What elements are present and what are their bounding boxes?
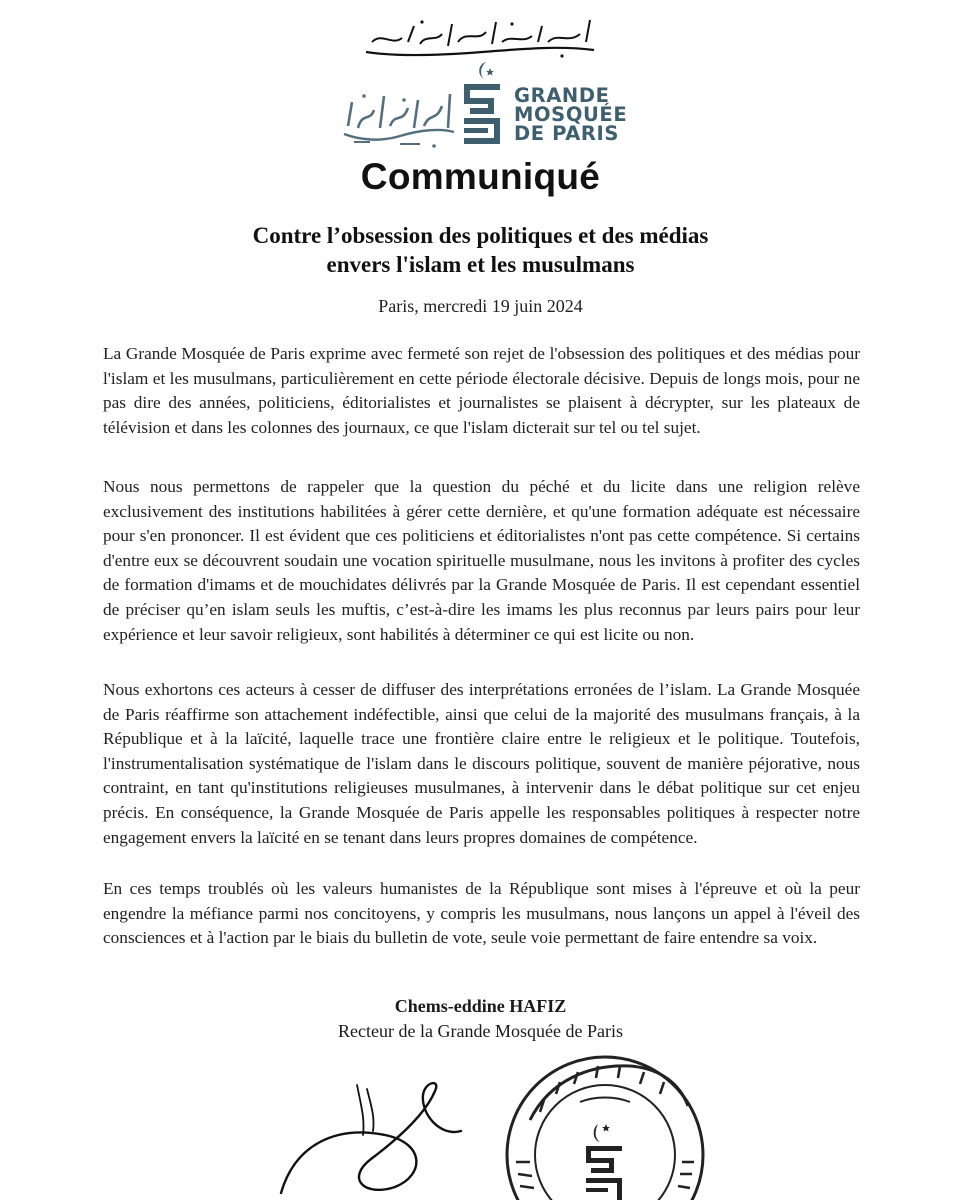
document-title: Communiqué: [360, 156, 601, 197]
document-date: Paris, mercredi 19 juin 2024: [378, 296, 583, 316]
official-stamp: [500, 1050, 710, 1200]
paragraph-1: La Grande Mosquée de Paris exprime avec fermeté son rejet de l'obsession des politiques et des médias pour l'islam et les musulmans, particulièrement en cette période électorale décisive. Depuis de longs mois, pour ne pas dire des années, politiciens, éditorialistes et journalistes se plaisent à décrypter, sur les plateaux de télévision et dans les colonnes des journaux, ce que l'islam dicterait sur tel ou tel sujet.: [103, 344, 860, 437]
subtitle-line-1: Contre l’obsession des politiques et des médias: [252, 223, 709, 248]
grande-mosquee-wordmark: [514, 86, 627, 143]
paragraph-4: En ces temps troublés où les valeurs humanistes de la République sont mises à l'épreuve et où la peur engendre la méfiance parmi nos concitoyens, y compris les musulmans, nous lançons un appel à l'éveil des consciences et à l'action par le biais du bulletin de vote, seule voie permettant de faire entendre sa voix.: [103, 879, 860, 948]
wordmark-line-2: MOSQUÉE: [514, 103, 628, 126]
handwritten-signature: [275, 1075, 465, 1200]
basmala-calligraphy: [362, 12, 598, 60]
mosque-emblem-icon: [460, 60, 504, 146]
arabic-logo-calligraphy: [340, 82, 458, 152]
signatory-name: Chems-eddine HAFIZ: [394, 996, 567, 1016]
paragraph-3: Nous exhortons ces acteurs à cesser de diffuser des interprétations erronées de l’islam. La Grande Mosquée de Paris réaffirme son attachement indéfectible, ainsi que celui de la majorité des musulmans français, à la République et à la laïcité, laquelle trace une frontière claire entre le religieux et le politique. Toutefois, l'instrumentalisation systématique de l'islam dans le discours politique, souvent de manière péjorative, nous contraint, en tant qu'institutions religieuses musulmanes, à intervenir dans le débat politique sur cet enjeu précis. En conséquence, la Grande Mosquée de Paris appelle les responsables politiques à respecter notre engagement envers la laïcité en se tenant dans leurs propres domaines de compétence.: [103, 680, 860, 847]
signatory-role: Recteur de la Grande Mosquée de Paris: [338, 1021, 623, 1041]
subtitle-line-2: envers l'islam et les musulmans: [326, 252, 635, 277]
wordmark-line-1: GRANDE: [514, 84, 610, 107]
document-subtitle: [0, 221, 961, 279]
paragraph-2: Nous nous permettons de rappeler que la question du péché et du licite dans une religion relève exclusivement des institutions habilitées à gérer cette dernière, et qu'une formation adéquate est nécessaire pour s'en prononcer. Il est évident que ces politiciens et éditorialistes n'ont pas cette compétence. Si certains d'entre eux se découvrent soudain une vocation spirituelle musulmane, nous les invitons à profiter des cycles de formation d'imams et de mouchidates délivrés par la Grande Mosquée de Paris. Il est cependant essentiel de préciser qu’en islam seuls les muftis, c’est-à-dire les imams les plus reconnus par leurs pairs pour leur expérience et leur savoir religieux, sont habilités à déterminer ce qui est licite ou non.: [103, 477, 860, 644]
wordmark-line-3: DE PARIS: [514, 122, 620, 145]
